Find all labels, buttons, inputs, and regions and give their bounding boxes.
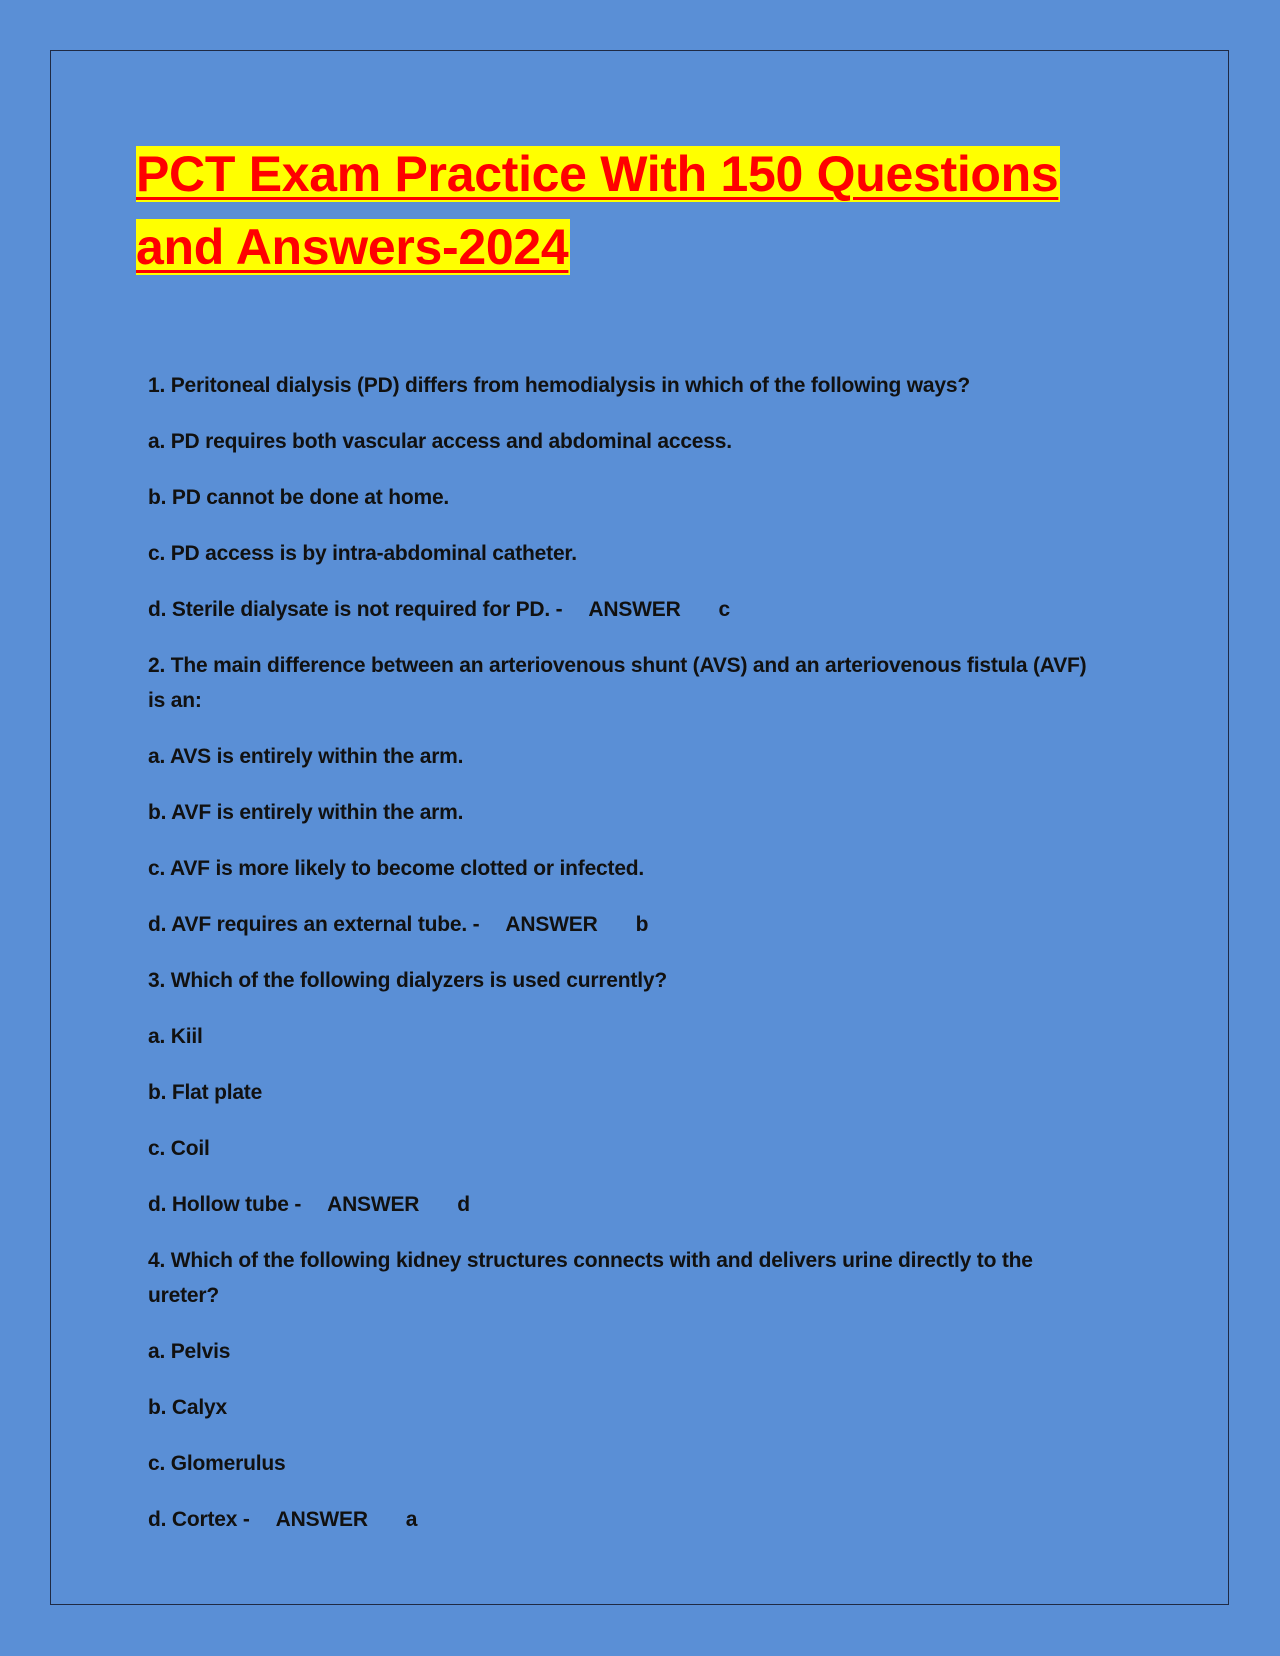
option-c: c. Glomerulus (148, 1452, 286, 1475)
answer-label: ANSWER (588, 598, 681, 621)
question-text: 1. Peritoneal dialysis (PD) differs from hemodialysis in which of the following ways? (148, 374, 970, 397)
question-list (148, 368, 1108, 1558)
document-title (136, 138, 1136, 284)
answer-label: ANSWER (327, 1193, 420, 1216)
option-d-with-answer (148, 1187, 1108, 1222)
option-b: b. Flat plate (148, 1081, 263, 1104)
option-d-with-answer (148, 907, 1108, 942)
option-a: a. PD requires both vascular access and abdominal access. (148, 430, 732, 453)
option-c: c. AVF is more likely to become clotted or infected. (148, 857, 645, 880)
option-d: d. Sterile dialysate is not required for PD. - (148, 598, 563, 621)
answer-label: ANSWER (505, 913, 598, 936)
option-d: d. AVF requires an external tube. - (148, 913, 480, 936)
option-c: c. PD access is by intra-abdominal catheter. (148, 542, 577, 565)
title-line-2: and Answers-2024 (136, 219, 569, 275)
option-b: b. PD cannot be done at home. (148, 486, 450, 509)
option-b: b. AVF is entirely within the arm. (148, 801, 464, 824)
option-d: d. Cortex - (148, 1508, 250, 1531)
question-text: 3. Which of the following dialyzers is used currently? (148, 969, 667, 992)
option-d-with-answer (148, 592, 1108, 627)
option-d: d. Hollow tube - (148, 1193, 302, 1216)
answer-value: a (405, 1508, 418, 1531)
answer-value: c (718, 598, 731, 621)
option-b: b. Calyx (148, 1396, 227, 1419)
answer-value: b (635, 913, 649, 936)
option-a: a. Pelvis (148, 1340, 231, 1363)
answer-label: ANSWER (275, 1508, 368, 1531)
option-a: a. AVS is entirely within the arm. (148, 745, 464, 768)
question-text: 4. Which of the following kidney structures connects with and delivers urine directly to the ureter? (148, 1249, 1033, 1307)
option-a: a. Kiil (148, 1025, 203, 1048)
answer-value: d (457, 1193, 470, 1216)
option-d-with-answer (148, 1502, 1108, 1537)
question-text: 2. The main difference between an arteriovenous shunt (AVS) and an arteriovenous fistula (AVF) is an: (148, 654, 1087, 712)
option-c: c. Coil (148, 1137, 210, 1160)
title-line-1: PCT Exam Practice With 150 Questions (136, 146, 1059, 202)
